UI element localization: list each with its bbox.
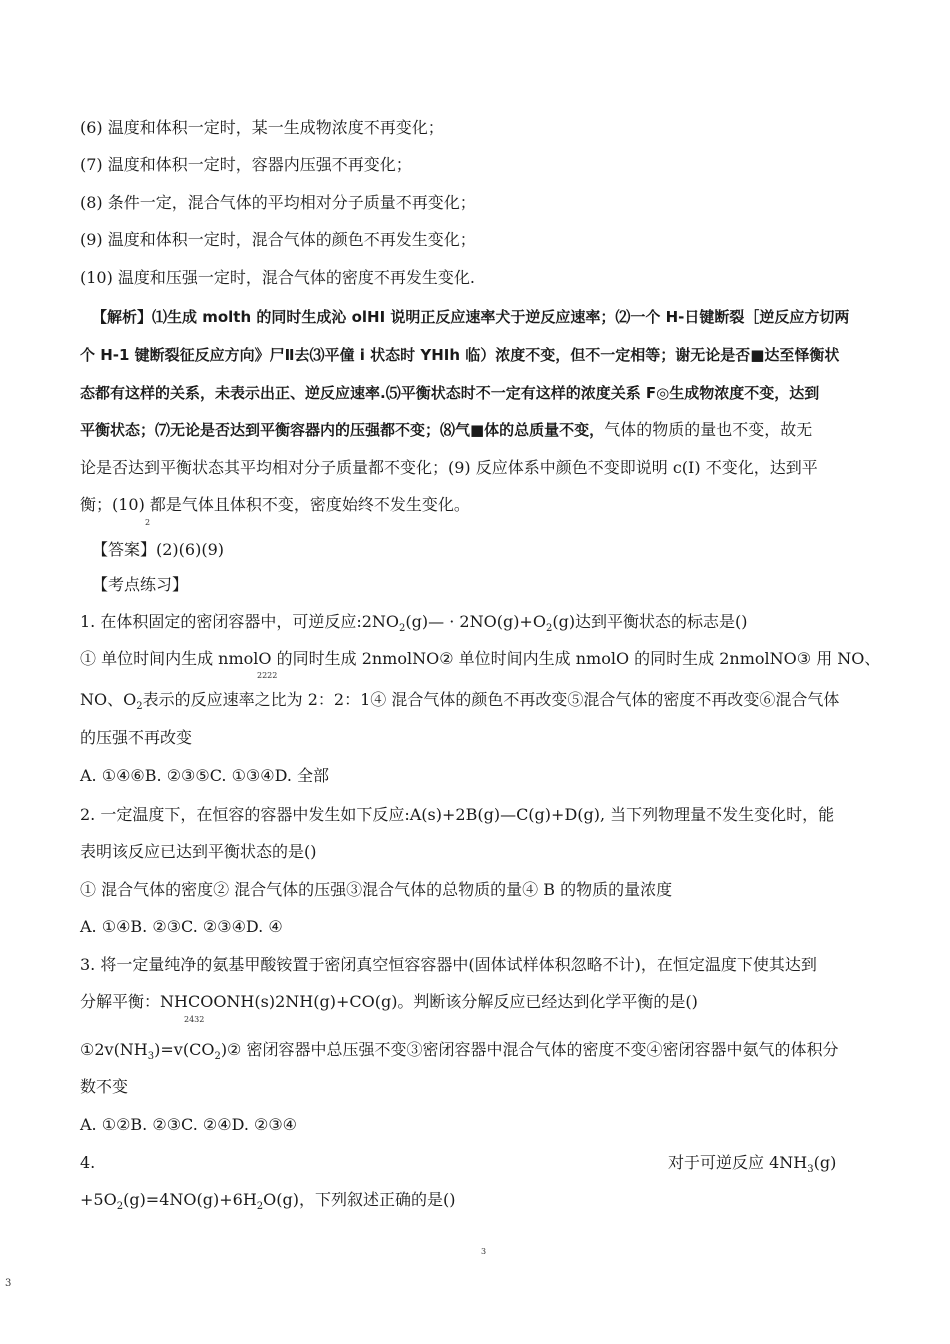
q2-choices: A. ①④B. ②③C. ②③④D. ④ <box>80 917 283 936</box>
q3-opt1-sub1: 3 <box>147 1051 155 1063</box>
q1-opt2-sub: 2 <box>136 701 143 713</box>
analysis-line-1: 【解析】⑴生成 molth 的同时生成沁 olHI 说明正反应速率犬于逆反应速率；⑵一个 H-日键断裂［逆反应方切两 <box>92 308 850 326</box>
q2-options: ① 混合气体的密度② 混合气体的压强③混合气体的总物质的量④ B 的物质的量浓度 <box>80 880 673 899</box>
analysis-line-4-rest: 气体的物质的量也不变，故无 <box>604 420 813 439</box>
q3-opt1-a: ①2v(NH <box>80 1040 148 1059</box>
q1-options-line-1: ① 单位时间内生成 nmolO 的同时生成 2nmolNO② 单位时间内生成 nmolO 的同时生成 2nmolNO③ 用 NO、 <box>80 649 881 668</box>
q4-line2-c: O(g)，下列叙述正确的是() <box>263 1190 456 1209</box>
q3-stem-line-2: 分解平衡：NHCOONH(s)2NH(g)+CO(g)。判断该分解反应已经达到化学平衡的是() <box>80 992 698 1011</box>
analysis-line-4-bold: 平衡状态；⑺无论是否达到平衡容器内的压强都不变；⑻气■体的总质量不变， <box>80 421 605 439</box>
condition-9: (9) 温度和体积一定时，混合气体的颜色不再发生变化； <box>80 230 476 249</box>
q3-options-line-1 <box>80 1040 839 1063</box>
q4-stem-right <box>668 1153 837 1176</box>
page-number-center: 3 <box>481 1247 487 1256</box>
q1-options-line-3: 的压强不再改变 <box>80 728 193 747</box>
analysis-line-3: 态都有这样的关系，未表示出正、逆反应速率.⑸平衡状态时不一定有这样的浓度关系 F◎生成物浓度不变，达到 <box>80 384 820 402</box>
q3-opt1-c: )② 密闭容器中总压强不变③密闭容器中混合气体的密度不变④密闭容器中氨气的体积分 <box>220 1040 839 1059</box>
q1-stem-b: (g)— · 2NO(g)+O <box>405 612 546 631</box>
q4-right-sub: 3 <box>807 1164 814 1176</box>
condition-7: (7) 温度和体积一定时，容器内压强不再变化； <box>80 155 412 174</box>
analysis-line-5: 论是否达到平衡状态其平均相对分子质量都不变化；(9) 反应体系中颜色不变即说明 c(I) 不变化，达到平 <box>80 458 818 477</box>
q1-stem <box>80 612 748 635</box>
q1-stem-sub1: 2 <box>399 623 406 635</box>
q1-choices: A. ①④⑥B. ②③⑤C. ①③④D. 全部 <box>80 766 330 785</box>
analysis-line-6: 衡；(10) 都是气体且体积不变，密度始终不发生变化。 <box>80 495 470 514</box>
q1-opt2-a: NO、O <box>80 690 137 709</box>
q4-line2-sub2: 2 <box>256 1201 264 1213</box>
condition-8: (8) 条件一定，混合气体的平均相对分子质量不再变化； <box>80 193 476 212</box>
page-number-left: 3 <box>5 1278 12 1289</box>
answer: 【答案】(2)(6)(9) <box>92 540 224 559</box>
q1-stem-c: (g)达到平衡状态的标志是() <box>552 612 748 631</box>
analysis-line-4 <box>80 420 812 440</box>
q1-stem-a: 1. 在体积固定的密闭容器中，可逆反应:2NO <box>80 612 400 631</box>
q4-line2-a: +5O <box>80 1190 117 1209</box>
q3-stem-line-1: 3. 将一定量纯净的氨基甲酸铵置于密闭真空恒容容器中(固体试样体积忽略不计)，在恒定温度下使其达到 <box>80 955 817 974</box>
q1-options-line-2 <box>80 690 840 713</box>
analysis-subscript-mark: 2 <box>145 518 151 527</box>
practice-heading: 【考点练习】 <box>92 575 189 594</box>
q3-subscript-marks: 2432 <box>184 1015 205 1024</box>
q4-right-b: (g) <box>813 1153 837 1172</box>
q2-stem-line-2: 表明该反应已达到平衡状态的是() <box>80 842 317 861</box>
q3-options-line-2: 数不变 <box>80 1077 129 1096</box>
q1-opt2-b: 表示的反应速率之比为 2：2：1④ 混合气体的颜色不再改变⑤混合气体的密度不再改变⑥混合气体 <box>142 690 840 709</box>
q3-choices: A. ①②B. ②③C. ②④D. ②③④ <box>80 1115 298 1134</box>
q4-stem-line-2 <box>80 1190 456 1213</box>
q3-opt1-sub2: 2 <box>214 1051 221 1063</box>
condition-10: (10) 温度和压强一定时，混合气体的密度不再发生变化. <box>80 268 476 287</box>
q3-opt1-b: )=v(CO <box>154 1040 215 1059</box>
q1-stem-sub2: 2 <box>545 623 553 635</box>
analysis-line-2: 个 H-1 键断裂征反应方向》尸Ⅱ去⑶平僮 i 状态时 YHIh 临）浓度不变，但不一定相等；谢无论是否■达至怿衡状 <box>80 346 840 364</box>
q4-line2-sub1: 2 <box>116 1201 124 1213</box>
q2-stem-line-1: 2. 一定温度下，在恒容的容器中发生如下反应:A(s)+2B(g)—C(g)+D(g), 当下列物理量不发生变化时，能 <box>80 805 835 824</box>
q1-subscript-marks: 2222 <box>257 671 278 680</box>
q4-right-a: 对于可逆反应 4NH <box>668 1153 808 1172</box>
q4-line2-b: (g)=4NO(g)+6H <box>123 1190 257 1209</box>
condition-6: (6) 温度和体积一定时，某一生成物浓度不再变化； <box>80 118 444 137</box>
q4-number: 4. <box>80 1153 96 1172</box>
